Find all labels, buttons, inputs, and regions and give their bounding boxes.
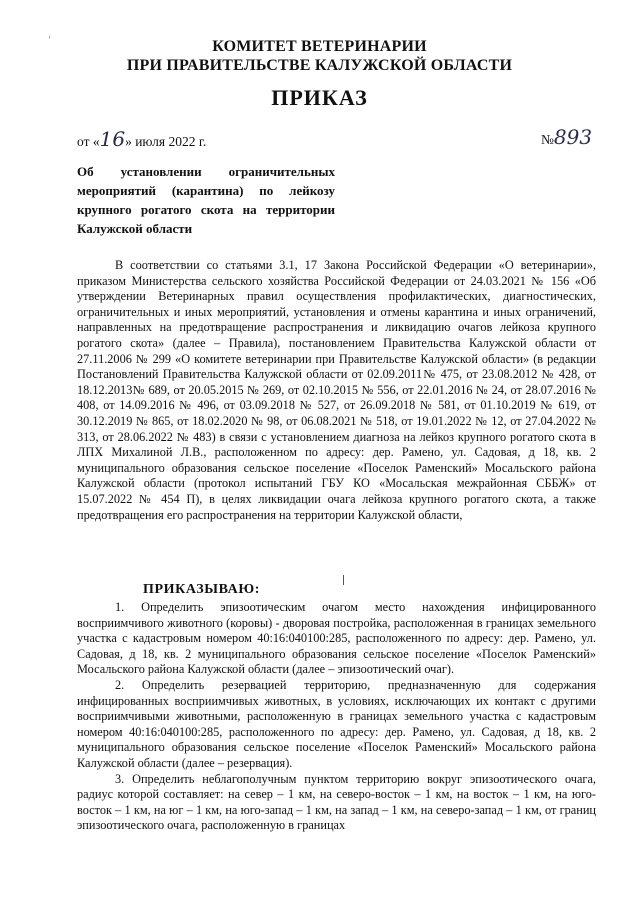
- number-value-handwritten: 893: [553, 125, 593, 149]
- document-type-title: ПРИКАЗ: [271, 85, 368, 110]
- preamble: [77, 258, 596, 523]
- date-day-handwritten: 16: [99, 127, 126, 151]
- order-point: 1. Определить эпизоотическим очагом место нахождения инфицированного восприимчивого животного (коровы) - дворовая постройка, расположенная в границах земельного участка с кадастровым номером 40:16:040100:285, расположенного по адресу: дер. Рамено, ул. Садовая, д 18, кв. 2 муниципального образования сельское поселение «Поселок Раменский» Мосальского района Калужской области (далее – эпизоотический очаг).: [77, 600, 596, 677]
- order-point: 3. Определить неблагополучным пунктом территорию вокруг эпизоотического очага, радиус которой составляет: на север – 1 км, на северо-восток – 1 км, на восток – 1 км, на юго-восток – 1 км, на юг – 1 км, на юго-запад – 1 км, на запад – 1 км, на северо-запад – 1 км, от границ эпизоотического очага, расположенную в границах: [77, 771, 596, 833]
- order-points: [77, 600, 596, 834]
- date-prefix: от «: [77, 134, 100, 149]
- committee-name: КОМИТЕТ ВЕТЕРИНАРИИ: [212, 38, 427, 55]
- date-suffix: » июля 2022 г.: [125, 134, 207, 149]
- text-cursor-mark: [343, 575, 344, 585]
- number-prefix: №: [541, 132, 554, 147]
- committee-affiliation: ПРИ ПРАВИТЕЛЬСТВЕ КАЛУЖСКОЙ ОБЛАСТИ: [126, 57, 513, 74]
- scan-mark: ʻ: [48, 34, 51, 44]
- order-subject: Об установлении ограничительных мероприятий (карантина) по лейкозу крупного рогатого скота на территории Калужской области: [77, 164, 335, 236]
- order-point: 2. Определить резервацией территорию, предназначенную для содержания инфицированных восприимчивых животных, в условиях, исключающих их контакт с другими восприимчивыми животными, расположенную в границах земельного участка с кадастровым номером 40:16:040100:285, расположенного по адресу: дер. Рамено, ул. Садовая, д 18, кв. 2 муниципального образования сельское поселение «Поселок Раменский» Мосальского района Калужской области (далее – резервация).: [77, 677, 596, 770]
- order-heading: ПРИКАЗЫВАЮ:: [143, 582, 260, 597]
- order-date: [77, 127, 206, 151]
- order-number: [541, 125, 592, 149]
- preamble-text: В соответствии со статьями 3.1, 17 Закона Российской Федерации «О ветеринарии», приказом Министерства сельского хозяйства Российской Федерации от 24.03.2021 № 156 «Об утверждении Ветеринарных правил осуществления профилактических, диагностических, ограничительных и иных мероприятий, установления и отмены карантина и иных ограничений, направленных на предотвращение распространения и ликвидацию очагов лейкоза крупного рогатого скота» (далее – Правила), постановлением Правительства Калужской области от 27.11.2006 № 299 «О комитете ветеринарии при Правительстве Калужской области» (в редакции Постановлений Правительства Калужской области от 02.09.2011№ 475, от 23.08.2012 № 428, от 18.12.2013№ 689, от 20.05.2015 № 269, от 02.10.2015 № 556, от 22.01.2016 № 24, от 28.07.2016 № 408, от 14.09.2016 № 496, от 03.09.2018 № 527, от 26.09.2018 № 581, от 01.10.2019 № 619, от 30.12.2019 № 865, от 18.02.2020 № 98, от 06.08.2021 № 518, от 19.01.2022 № 12, от 27.04.2022 № 313, от 28.06.2022 № 483) в связи с установлением диагноза на лейкоз крупного рогатого скота в ЛПХ Михалиной Л.В., расположенном по адресу: дер. Рамено, ул. Садовая, д 18, кв. 2 муниципального образования сельское поселение «Поселок Раменский» Мосальского района Калужской области (протокол испытаний ГБУ КО «Мосальская межрайонная СББЖ» от 15.07.2022 № 454 П), в целях ликвидации очага лейкоза крупного рогатого скота, а также предотвращения его распространения на территории Калужской области,: [77, 258, 596, 522]
